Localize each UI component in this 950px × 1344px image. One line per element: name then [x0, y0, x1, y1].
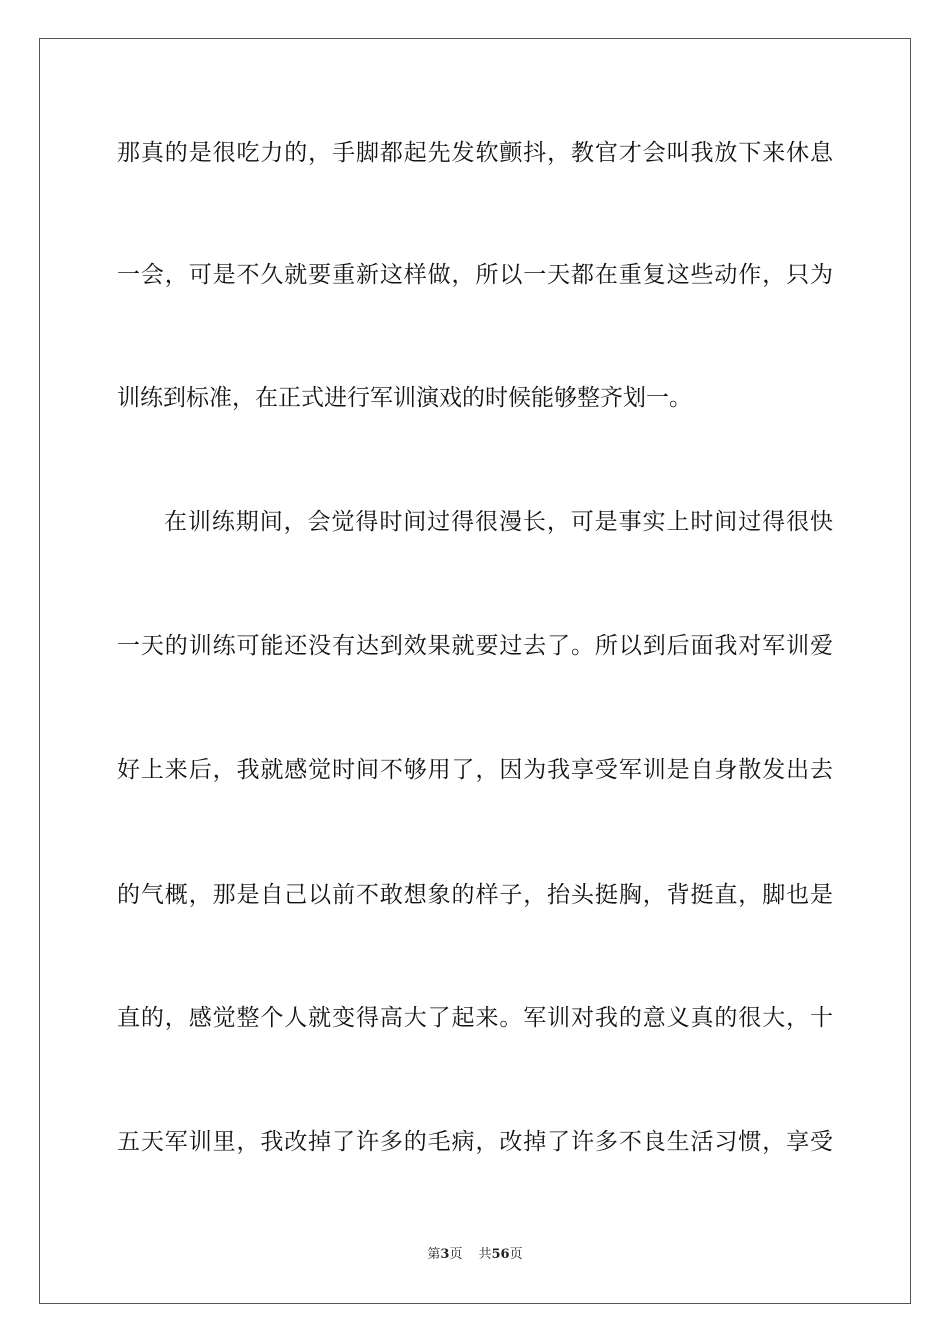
total-suffix: 页: [509, 1247, 523, 1262]
page-suffix: 页: [449, 1247, 463, 1262]
body-text-line-5: 一天的训练可能还没有达到效果就要过去了。所以到后面我对军训爱: [117, 633, 833, 659]
total-prefix: 共: [478, 1247, 492, 1262]
body-text-line-3: 训练到标准，在正式进行军训演戏的时候能够整齐划一。: [117, 385, 692, 411]
page-border: [39, 38, 911, 1304]
body-text-line-2: 一会，可是不久就要重新这样做，所以一天都在重复这些动作，只为: [117, 262, 833, 288]
body-text-line-1: 那真的是很吃力的，手脚都起先发软颤抖，教官才会叫我放下来休息: [117, 140, 833, 166]
body-text-line-6: 好上来后，我就感觉时间不够用了，因为我享受军训是自身散发出去: [117, 757, 833, 783]
body-text-line-7: 的气概，那是自己以前不敢想象的样子，抬头挺胸，背挺直，脚也是: [117, 882, 833, 908]
page-footer: [0, 1246, 950, 1264]
body-text-line-4: 在训练期间，会觉得时间过得很漫长，可是事实上时间过得很快: [164, 509, 833, 535]
total-pages: 56: [491, 1247, 510, 1262]
body-text-line-8: 直的，感觉整个人就变得高大了起来。军训对我的意义真的很大，十: [117, 1005, 833, 1031]
body-text-line-9: 五天军训里，我改掉了许多的毛病，改掉了许多不良生活习惯，享受: [117, 1129, 833, 1155]
page-prefix: 第: [427, 1247, 441, 1262]
page-number: 3: [440, 1247, 450, 1262]
